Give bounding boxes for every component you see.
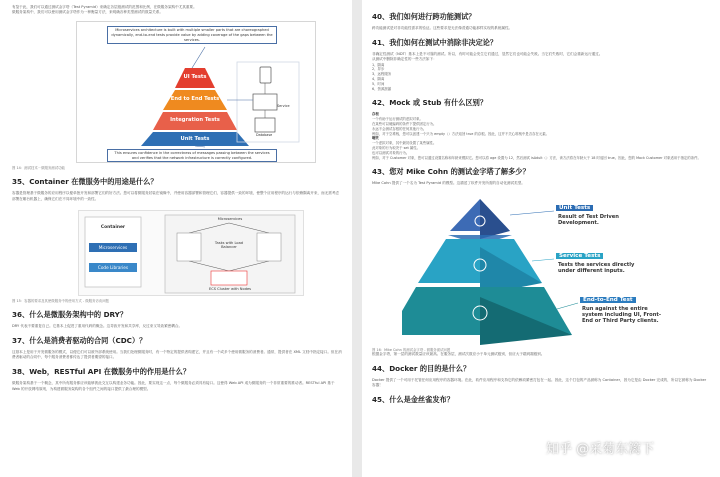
list-item: 也可以测试对象的行为。 xyxy=(372,150,410,155)
question-38-body: 微服务架构基于一个概念，其中所有服务都应该能够彼此交互以构建业务功能。因此，要实现这一点，每个微服务必须具有接口。这使得 Web API 成为微服务的一个非常重要的推动者。RESTful API 基于 Web 的开放网络原则，为构建微服务架构的各个组件之间的接口提供了最合理的模型。 xyxy=(12,381,335,391)
side-label-service: Service xyxy=(277,104,290,109)
mike-cohn-pyramid-figure xyxy=(402,195,662,345)
layer-label-unit: Unit Tests xyxy=(180,136,210,143)
list-item: 6、资源泄漏 xyxy=(372,86,392,91)
question-43-body: Mike Cohn 提供了一个名为 Test Pyramid 的模型。这描述了软件开发所需的自动化测试类型。 xyxy=(372,181,525,186)
list-item: 一个有助于运行测试的虚拟对象。 xyxy=(372,117,423,122)
e2e-tests-text: Run against the entire system including UI, Front-End or Third Party clients. xyxy=(582,305,662,324)
stub-example: 例如，对于空堆栈，您可以创建一个只为 empty（）方法返回 true 的存根。因此，这并不关心堆栈中是否存在元素。 xyxy=(372,131,550,136)
question-41-body: 非确定性测试（NDT）基本上是不可靠的测试。所以，有时可能会发生它们通过，显然它们也可能会失败。当它们失败时，它们会重新运行通过。 xyxy=(372,52,603,57)
unit-tests-heading: Unit Tests xyxy=(556,205,593,211)
question-40-heading: 40、我们如何进行跨功能测试？ xyxy=(372,12,476,21)
right-page xyxy=(362,0,720,477)
load-balancer-label: Tasks with Load Balancer xyxy=(214,240,244,249)
question-36-body: DRY 代表不要重复自己。它基本上促进了重用代码的概念。这导致开发和共享库，反过来又导致紧密耦合。 xyxy=(12,323,183,328)
figure-caption-16: 图 16：Mike Cohn 的测试金字塔 - 微服务面试问题 xyxy=(372,347,451,352)
layer-label-integration: Integration Tests xyxy=(170,117,220,124)
question-43-heading: 43、您对 Mike Cohn 的测试金字塔了解多少？ xyxy=(372,167,530,177)
layer-label-ui: UI Tests xyxy=(183,74,207,81)
list-item: 一个虚拟对象，其中最初设置了某些属性。 xyxy=(372,141,437,146)
nondeterminism-list xyxy=(372,63,710,92)
list-item: 3、远程服务 xyxy=(372,72,392,77)
question-41-body-2: 从测试中删除非确定性的一些方法如下： xyxy=(372,57,437,62)
container-diagram xyxy=(78,210,304,296)
question-37-body: 这基本上是用于开发微服务的模式，以便它们可以被外部系统使用。当我们处理微服务时，有一个特定的提供者构建它，并且有一个或多个使用微服务的消费者。通常，提供者在 XML 文档中指定接口。但在消费者驱动的合同中，每个服务消费者都传达了提供者期望的接口。 xyxy=(12,350,342,360)
stub-list xyxy=(372,117,710,131)
code-libraries-box: Code Libraries xyxy=(89,263,137,272)
list-item: 4、隔离 xyxy=(372,77,385,81)
question-38-heading: 38、Web，RESTful API 在微服务中的作用是什么？ xyxy=(12,367,191,377)
question-35-body: 容器是管理基于微服务的应用程序以便单独开发和部署它们的好方法。您可以将微服务封装在镜像中，并使用容器部署和管理它们，容器提供一致的环境，使整个应用程序的运行与依赖隔离开来，而无需考虑部署在哪台机器上，确保它们在不同环境中的一致性。 xyxy=(12,191,340,201)
stub-heading: 存根 xyxy=(372,112,379,117)
pyramid-graphic xyxy=(77,22,317,164)
question-41-heading: 41、我们如何在测试中消除非决定论？ xyxy=(372,38,498,48)
figure-bottom-note: This ensures confidence in the correctness of messages passing between the services and verifies that the network infrastructure is correctly configured. xyxy=(107,149,277,162)
figure-caption-14: 图 14：测试技术－微服务测试功能 xyxy=(12,166,65,171)
container-label: Container xyxy=(89,225,137,230)
list-item: 在某些可以硬编码的条件下提供固定行为。 xyxy=(372,121,437,126)
side-label-database: Database xyxy=(256,133,273,138)
mock-heading: 嘲笑 xyxy=(372,136,379,141)
figure-16-body: 根据金字塔，第一层的测试数量应该最高。在服务层，测试次数应小于单元测试级别，但应大于端到端级别。 xyxy=(372,351,545,356)
question-45-heading: 45、什么是金丝雀发布？ xyxy=(372,395,454,405)
figure-caption-15: 图 15：容器的要求及其使微服务中的使用方式 - 微服务访谈问题 xyxy=(12,298,109,303)
intro-text: 有鉴于此，我们可以通过测试金字塔（Test Pyramid）来确定各层级测试的范围和比例，在微服务架构中尤其重要。 xyxy=(12,5,197,9)
intro-text-2: 微服务架构中，我们可以使用测试金字塔作为一种衡量方法，来明确各种类型测试的数量关系。 xyxy=(12,10,163,15)
question-36-heading: 36、什么是微服务架构中的 DRY？ xyxy=(12,309,128,319)
unit-tests-text: Result of Test Driven Development. xyxy=(558,213,619,226)
mock-example: 例如，对于 Customer 对象，您可以通过设置名称和年龄来模拟它。您可以将 age 设置为 12，然后测试 isAdult（）方法，该方法将在年龄大于 18 时返回 true。因此，您的 Mock Customer 对象适用于指定的条件。 xyxy=(372,155,701,160)
list-item: 永远不会测试存根的任何其他行为。 xyxy=(372,126,427,131)
microservices-box: Microservices xyxy=(89,243,137,252)
list-item: 1、隔离 xyxy=(372,62,385,67)
left-page xyxy=(0,0,352,477)
service-tests-heading: Service Tests xyxy=(556,253,603,259)
test-pyramid-figure xyxy=(76,21,316,163)
question-37-heading: 37、什么是消费者驱动的合同（CDC）？ xyxy=(12,336,147,346)
list-item: 此对象的行为取决于 set 属性。 xyxy=(372,145,421,150)
ecs-cluster-label: ECS Cluster with Nodes xyxy=(208,286,252,291)
list-item: 5、时间 xyxy=(372,81,385,86)
zhihu-watermark: 知乎 @采菊东篱下 xyxy=(546,442,655,457)
question-40-body: 跨功能测试是对非功能性需求的验证。这些要求是无法像普通功能那样实现的系统属性。 xyxy=(372,26,513,30)
service-tests-text: Tests the services directly under different inputs. xyxy=(558,261,635,274)
list-item: 2、异步 xyxy=(372,67,385,72)
question-42-heading: 42、Mock 或 Stub 有什么区别？ xyxy=(372,98,488,108)
mock-list xyxy=(372,141,710,155)
question-35-heading: 35、Container 在微服务中的用途是什么？ xyxy=(12,177,158,187)
microservices-top-label: Microservices xyxy=(217,216,243,221)
e2e-tests-heading: End-to-End Test xyxy=(580,297,636,303)
question-44-heading: 44、Docker 的目的是什么？ xyxy=(372,363,471,373)
layer-label-e2e: End to End Tests xyxy=(170,96,220,103)
question-44-body: Docker 提供了一个可用于托管任何应用程序的容器环境。在此，软件应用程序和支持它的依赖项紧密打包在一起。因此，这个打包的产品被称为 Container，因为它是由 Docker 完成的，所以它被称为 Docker 容器！ xyxy=(372,377,707,387)
figure-top-note: Microservices architecture is built with multiple smaller parts that are choreographed dynamically, end-to-end tests provide value by adding coverage of the gaps between the services. xyxy=(107,26,277,44)
